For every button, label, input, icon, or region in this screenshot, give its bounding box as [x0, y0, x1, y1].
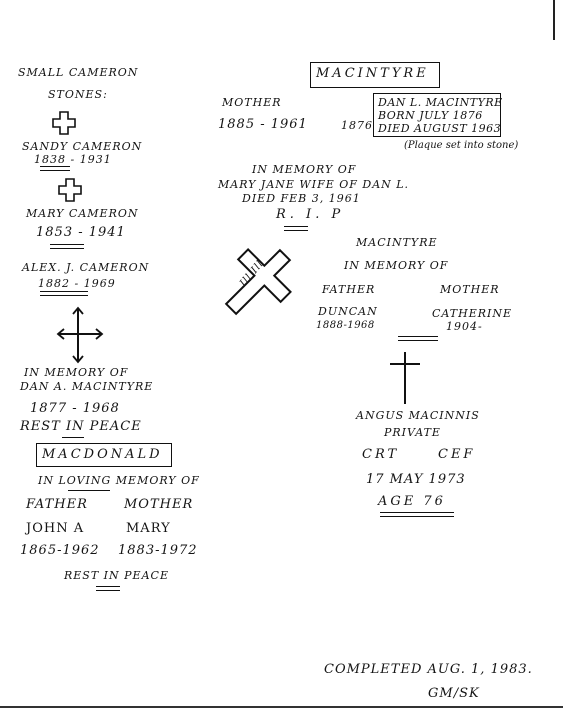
alex-underline — [40, 291, 88, 296]
macintyre-title: MACINTYRE — [316, 66, 429, 81]
in-underline-2 — [96, 586, 120, 591]
rest-in-peace-left: REST IN PEACE — [20, 419, 142, 434]
mother-label-right-2: MOTHER — [440, 283, 500, 296]
author-initials: GM/SK — [428, 686, 480, 701]
father-label-right: FATHER — [322, 283, 376, 296]
dan-l-died: DIED AUGUST 1963 — [378, 122, 502, 135]
alex-cameron-name: ALEX. J. CAMERON — [22, 261, 150, 274]
in-memory-of-right: IN MEMORY OF — [252, 163, 357, 176]
dan-l-birth-year: 1876 — [341, 119, 373, 132]
cross-outline-icon — [58, 178, 82, 202]
small-cameron-heading-2: STONES: — [48, 88, 108, 101]
mary-name: MARY — [126, 521, 171, 536]
john-a-dates: 1865-1962 — [20, 543, 100, 558]
mother-label-right: MOTHER — [222, 96, 282, 109]
cross-outline-icon — [52, 111, 76, 135]
in-underline — [62, 437, 84, 438]
angus-rank: PRIVATE — [384, 426, 441, 439]
mary-jane-died: DIED FEB 3, 1961 — [242, 192, 361, 205]
duncan-dates: 1888-1968 — [316, 320, 375, 331]
dan-a-macintyre-name: DAN A. MACINTYRE — [20, 380, 154, 393]
mother-dates-right: 1885 - 1961 — [218, 117, 308, 132]
scan-edge-bottom-left — [0, 706, 563, 708]
macdonald-father-label: FATHER — [26, 497, 88, 512]
cross-arrows-icon — [56, 306, 106, 364]
mary-cameron-name: MARY CAMERON — [26, 207, 139, 220]
tilted-cross-icon — [218, 240, 302, 324]
sandy-cameron-name: SANDY CAMERON — [22, 140, 143, 153]
dan-a-dates: 1877 - 1968 — [30, 401, 120, 416]
duncan-name: DUNCAN — [318, 305, 378, 318]
completed-date: COMPLETED AUG. 1, 1983. — [324, 662, 533, 677]
catherine-name: CATHERINE — [432, 307, 513, 320]
loving-underline — [68, 490, 110, 491]
mary-cameron-dates: 1853 - 1941 — [36, 225, 126, 240]
rip-underline — [284, 226, 308, 231]
alex-cameron-dates: 1882 - 1969 — [38, 277, 116, 290]
sandy-cameron-dates: 1838 - 1931 — [34, 153, 112, 166]
macintyre-2: MACINTYRE — [356, 236, 438, 249]
small-cameron-heading: SMALL CAMERON — [18, 66, 139, 79]
angus-age: AGE 76 — [378, 494, 446, 509]
macdonald-title: MACDONALD — [42, 447, 163, 462]
simple-cross-icon — [388, 350, 422, 406]
in-memory-of-2: IN MEMORY OF — [344, 259, 449, 272]
dan-l-born: BORN JULY 1876 — [378, 109, 483, 122]
rip-text: R. I. P — [276, 207, 345, 222]
rest-in-peace-left-2: REST IN PEACE — [64, 569, 169, 582]
mary-underline — [50, 244, 84, 249]
sandy-underline — [40, 166, 70, 171]
scan-edge-top-right — [553, 0, 555, 40]
mary-dates: 1883-1972 — [118, 543, 198, 558]
dan-l-name: DAN L. MACINTYRE — [378, 96, 503, 109]
angus-unit-crt: CRT — [362, 447, 400, 462]
angus-unit-cef: CEF — [438, 447, 476, 462]
age-underline — [380, 512, 454, 517]
mary-jane-line: MARY JANE WIFE OF DAN L. — [218, 178, 410, 191]
in-memory-of-left: IN MEMORY OF — [24, 366, 129, 379]
plaque-note: (Plaque set into stone) — [404, 140, 519, 151]
angus-name: ANGUS MACINNIS — [356, 409, 480, 422]
in-loving-memory-of: IN LOVING MEMORY OF — [38, 474, 200, 487]
john-a-name: JOHN A — [26, 521, 85, 536]
catherine-year: 1904- — [446, 320, 483, 333]
cross-inscription: Ill Ill — [238, 258, 267, 290]
macdonald-mother-label: MOTHER — [124, 497, 194, 512]
family-underline — [398, 336, 438, 341]
angus-date: 17 MAY 1973 — [366, 472, 466, 487]
